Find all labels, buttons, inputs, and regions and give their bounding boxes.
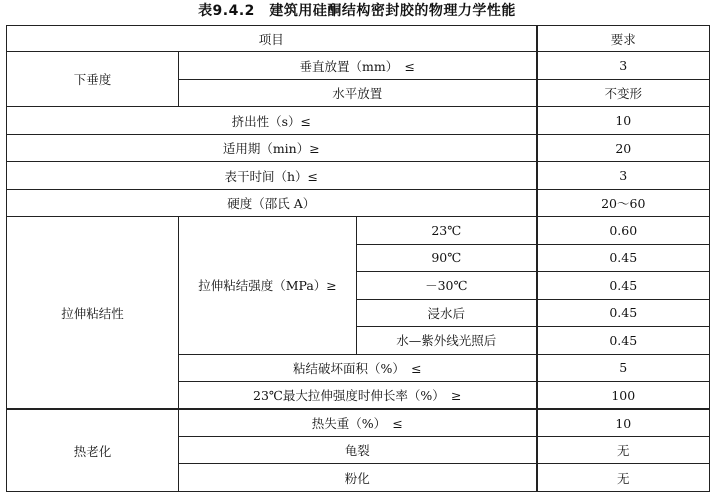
header-requirement: 要求 bbox=[537, 26, 710, 52]
sag-vertical-value: 3 bbox=[537, 52, 710, 79]
pot-life-item: 适用期（min）≥ bbox=[7, 134, 537, 161]
tensile-value: 0.45 bbox=[537, 327, 710, 354]
sag-horizontal-value: 不变形 bbox=[537, 79, 710, 106]
cracking-item: 龟裂 bbox=[179, 437, 537, 464]
table-row bbox=[7, 409, 710, 436]
extrudability-value: 10 bbox=[537, 107, 710, 134]
failure-area-value: 5 bbox=[537, 354, 710, 381]
weight-loss-item: 热失重（%） ≤ bbox=[179, 409, 537, 436]
cracking-value: 无 bbox=[537, 437, 710, 464]
tensile-condition: 90℃ bbox=[357, 244, 537, 271]
table-row bbox=[7, 107, 710, 134]
tensile-value: 0.45 bbox=[537, 299, 710, 326]
hardness-value: 20～60 bbox=[537, 189, 710, 216]
table-caption: 表9.4.2 建筑用硅酮结构密封胶的物理力学性能 bbox=[198, 3, 516, 19]
table-header-row bbox=[7, 26, 710, 52]
table-row bbox=[7, 134, 710, 161]
failure-area-item: 粘结破坏面积（%） ≤ bbox=[179, 354, 537, 381]
table-row bbox=[7, 189, 710, 216]
weight-loss-value: 10 bbox=[537, 409, 710, 436]
chalking-item: 粉化 bbox=[179, 464, 537, 492]
tensile-condition: 水—紫外线光照后 bbox=[357, 327, 537, 354]
elongation-item: 23℃最大拉伸强度时伸长率（%） ≥ bbox=[179, 382, 537, 409]
pot-life-value: 20 bbox=[537, 134, 710, 161]
properties-table bbox=[6, 25, 710, 492]
tensile-label: 拉伸粘结性 bbox=[7, 217, 179, 409]
table-row bbox=[7, 52, 710, 79]
heat-aging-label: 热老化 bbox=[7, 409, 179, 491]
chalking-value: 无 bbox=[537, 464, 710, 492]
elongation-value: 100 bbox=[537, 382, 710, 409]
extrudability-item: 挤出性（s）≤ bbox=[7, 107, 537, 134]
tensile-condition: 浸水后 bbox=[357, 299, 537, 326]
tensile-value: 0.60 bbox=[537, 217, 710, 244]
hardness-item: 硬度（邵氏 A） bbox=[7, 189, 537, 216]
tensile-condition: 23℃ bbox=[357, 217, 537, 244]
sag-horizontal-item: 水平放置 bbox=[179, 79, 537, 106]
tensile-condition: －30℃ bbox=[357, 272, 537, 299]
sag-label: 下垂度 bbox=[7, 52, 179, 107]
tack-free-value: 3 bbox=[537, 162, 710, 189]
tensile-value: 0.45 bbox=[537, 272, 710, 299]
header-item: 项目 bbox=[7, 26, 537, 52]
tack-free-item: 表干时间（h）≤ bbox=[7, 162, 537, 189]
table-row bbox=[7, 162, 710, 189]
table-row bbox=[7, 217, 710, 244]
sag-vertical-item: 垂直放置（mm） ≤ bbox=[179, 52, 537, 79]
tensile-value: 0.45 bbox=[537, 244, 710, 271]
tensile-strength-label: 拉伸粘结强度（MPa）≥ bbox=[179, 217, 357, 354]
